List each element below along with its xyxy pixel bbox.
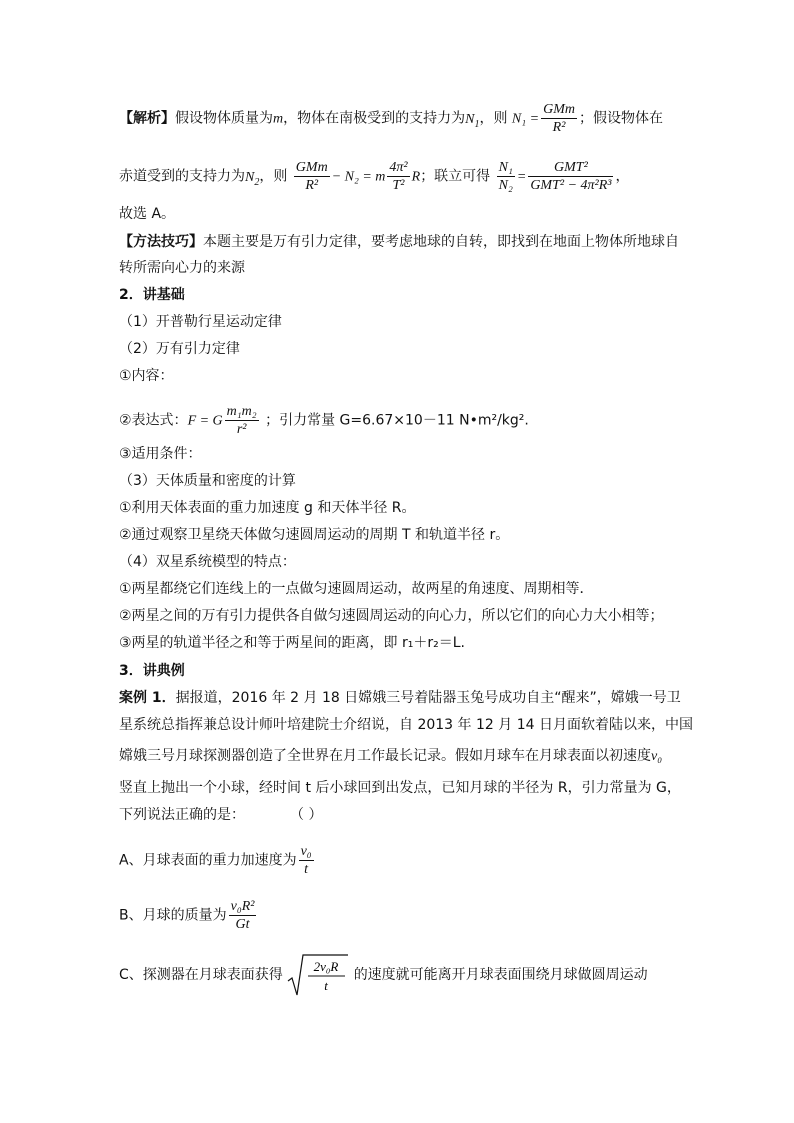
- option-a-text: A、月球表面的重力加速度为: [119, 852, 297, 869]
- option-a: [119, 843, 316, 878]
- option-c-tail: 的速度就可能离开月球表面围绕月球做圆周运动: [353, 967, 648, 983]
- section2-conditions: ③适用条件：: [119, 446, 202, 462]
- analysis-text: ；假设物体在: [578, 110, 663, 127]
- formula-n1-fraction: $\frac{\text{GMm}}{\text{R²}}$: [543, 102, 575, 135]
- method-tag: 【方法技巧】: [119, 234, 203, 250]
- section2-item4: （4）双星系统模型的特点：: [119, 554, 296, 570]
- expr-lhs: F = G: [187, 413, 223, 429]
- case-text: 下列说法正确的是：: [119, 807, 245, 823]
- section2-item3a: ①利用天体表面的重力加速度 g 和天体半径 R。: [119, 500, 416, 516]
- case-line-1: [119, 688, 681, 708]
- option-c-text: C、探测器在月球表面获得: [119, 967, 283, 983]
- section2-item3: （3）天体质量和密度的计算: [119, 473, 296, 489]
- section2-heading: 2．讲基础: [119, 287, 185, 303]
- option-b-text: B、月球的质量为: [119, 907, 227, 924]
- var-v0: v₀: [651, 749, 663, 764]
- case-line-3: [119, 746, 662, 767]
- sqrt-numerator: 2v₀R: [313, 959, 339, 974]
- analysis-text: 赤道受到的支持力为: [119, 168, 245, 185]
- sqrt-denominator: t: [324, 978, 329, 993]
- analysis-line-2: [119, 159, 629, 194]
- expr-label: ②表达式：: [119, 412, 188, 429]
- var-n1: $N_1$: [465, 111, 480, 130]
- option-a-fraction: $\frac{\text{v₀}}{t}$: [300, 844, 312, 877]
- sqrt-symbol: [287, 953, 349, 997]
- analysis-text: 假设物体质量为: [175, 110, 273, 127]
- analysis-text: ，则: [259, 168, 288, 185]
- var-n2: $N_2$: [245, 169, 260, 188]
- answer-blank: （ ）: [297, 807, 323, 823]
- formula-n2-mid: − N₂ = m: [331, 169, 386, 185]
- formula-n1-lhs: N₁ =: [511, 111, 540, 127]
- formula-result-fraction: $\frac{\text{GMT²}}{\text{GMT² − 4π²R³}}$: [530, 160, 612, 193]
- option-b: [119, 898, 258, 933]
- sqrt-icon: [287, 953, 349, 997]
- case-line-4: 竖直上抛出一个小球，经时间 t 后小球回到出发点，已知月球的半径为 R，引力常量为 G，: [119, 780, 681, 796]
- case-tag: 案例 1．: [119, 690, 176, 706]
- case-text: 嫦娥三号月球探测器创造了全世界在月工作最长记录。假如月球车在月球表面以初速度: [119, 748, 651, 764]
- option-c: [119, 953, 648, 997]
- section3-heading: 3．讲典例: [119, 663, 185, 679]
- section2-content: ①内容：: [119, 368, 174, 384]
- analysis-tag: 【解析】: [119, 110, 175, 127]
- method-line-2: 转所需向心力的来源: [119, 260, 245, 276]
- formula-gmm-fraction: $\frac{\text{GMm}}{\text{R²}}$: [295, 160, 328, 193]
- option-b-fraction: $\frac{\text{v₀R²}}{Gt}$: [230, 899, 255, 932]
- formula-4pi-fraction: $\frac{\text{4π²}}{\text{T²}}$: [389, 160, 408, 193]
- section2-item2: （2）万有引力定律: [119, 341, 240, 357]
- var-m: m: [273, 111, 284, 127]
- expr-fraction: $\frac{\text{m₁m₂}}{\text{r²}}$: [226, 404, 257, 437]
- section2-item4a: ①两星都绕它们连线上的一点做匀速圆周运动，故两星的角速度、周期相等．: [119, 581, 594, 597]
- formula-ratio-fraction: $\frac{\text{N₁}}{\text{N₂}}$: [498, 160, 513, 193]
- case-line-2: 星系统总指挥兼总设计师叶培建院士介绍说，自 2013 年 12 月 14 日月面软着陆以来，中国: [119, 717, 693, 733]
- case-line-5: [119, 805, 322, 825]
- expr-constant: ；引力常量 G=6.67×10－11 N•m²/kg².: [265, 412, 529, 429]
- section2-item4c: ③两星的轨道半径之和等于两星间的距离，即 r₁＋r₂＝L.: [119, 635, 465, 651]
- section2-item1: （1）开普勒行星运动定律: [119, 314, 282, 330]
- analysis-line-1: [119, 101, 663, 136]
- section2-item4b: ②两星之间的万有引力提供各自做匀速圆周运动的向心力，所以它们的向心力大小相等；: [119, 608, 664, 624]
- section2-item3b: ②通过观察卫星绕天体做匀速圆周运动的周期 T 和轨道半径 r。: [119, 527, 510, 543]
- analysis-text: ，物体在南极受到的支持力为: [283, 110, 466, 127]
- section2-expression: [119, 403, 529, 438]
- method-text: 本题主要是万有引力定律，要考虑地球的自转，即找到在地面上物体所地球自: [203, 234, 679, 250]
- analysis-conclusion: 故选 A。: [119, 206, 176, 222]
- analysis-text: ，: [615, 168, 630, 185]
- analysis-text: ；联立可得: [420, 168, 491, 185]
- formula-r: R: [411, 169, 421, 185]
- case-text: 据报道，2016 年 2 月 18 日嫦娥三号着陆器玉兔号成功自主“醒来”，嫦娥一号卫: [175, 690, 681, 706]
- formula-eq: =: [516, 169, 527, 185]
- method-line-1: [119, 232, 679, 252]
- analysis-text: ，则: [479, 110, 508, 127]
